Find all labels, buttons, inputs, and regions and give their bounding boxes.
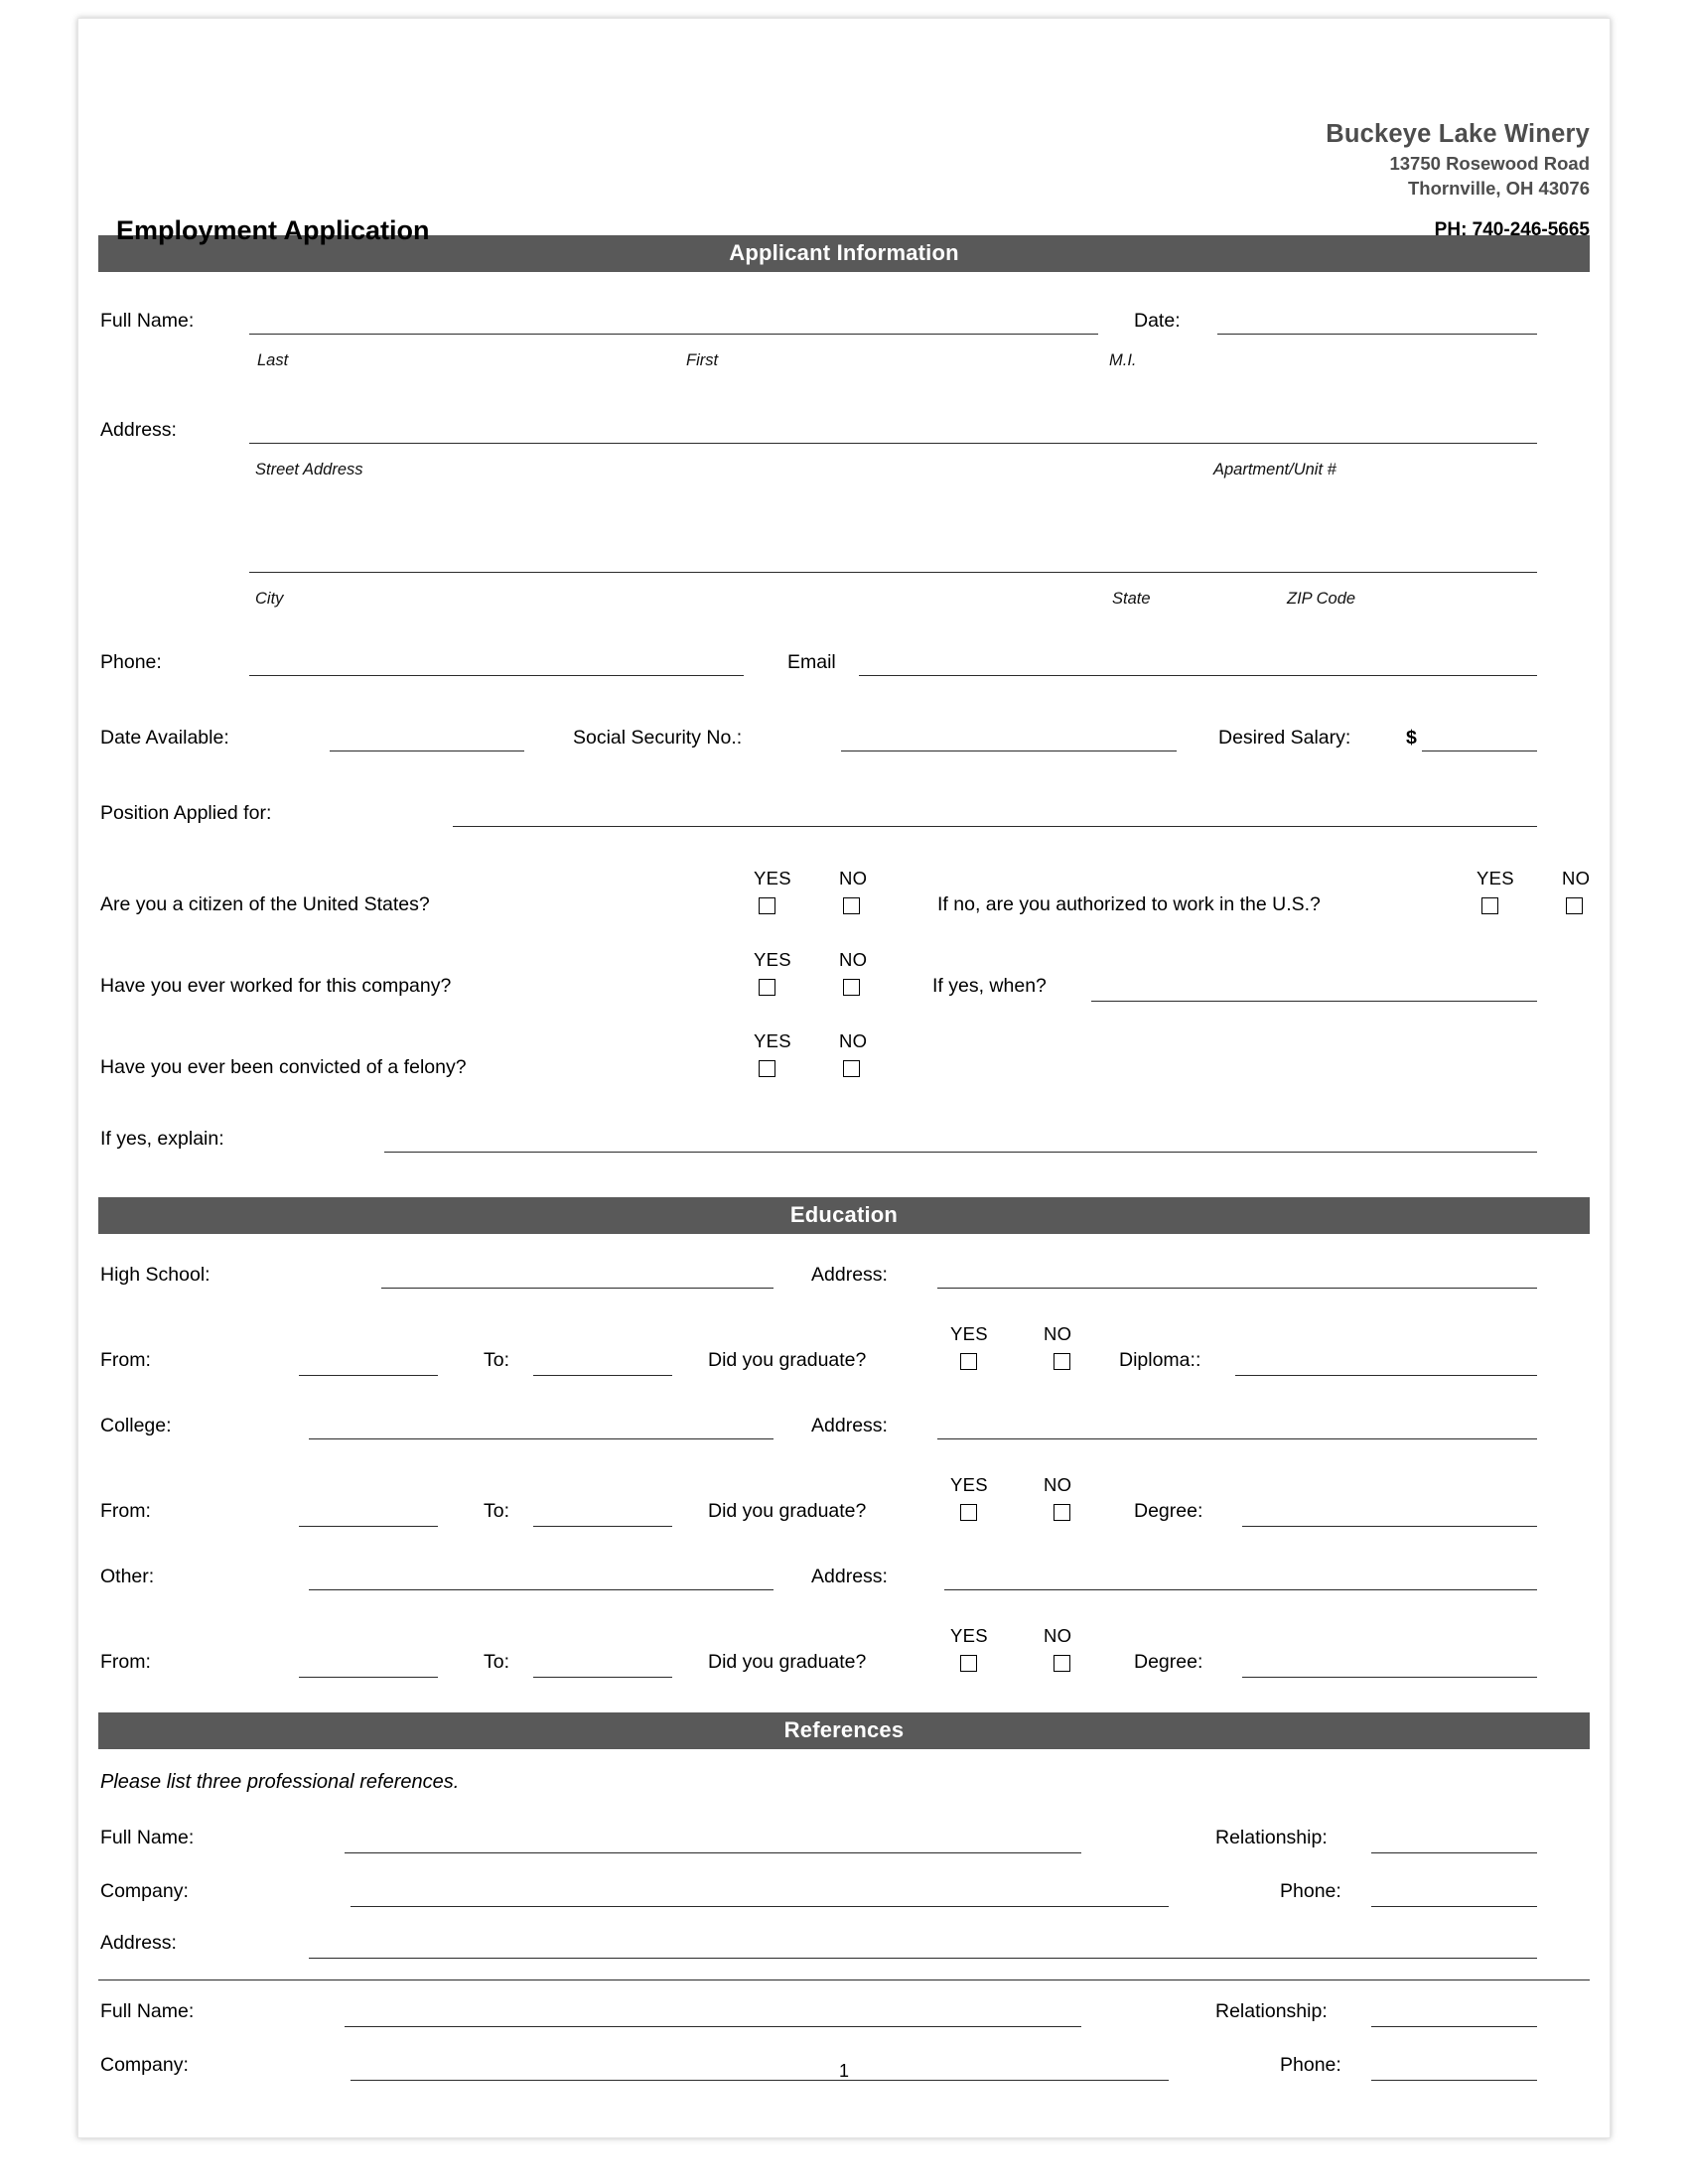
address-label: Address:	[100, 419, 177, 441]
references-note-row	[98, 1771, 1590, 1811]
zip-sublabel: ZIP Code	[1287, 590, 1356, 608]
phone-email-row	[98, 647, 1590, 695]
college-graduate-label: Did you graduate?	[708, 1500, 867, 1522]
high-school-input[interactable]	[381, 1288, 774, 1289]
references-note: Please list three professional references.	[100, 1771, 460, 1793]
college-input[interactable]	[309, 1438, 774, 1439]
other-education-dates-row	[98, 1625, 1590, 1697]
reference-2-phone-label: Phone:	[1280, 2054, 1341, 2076]
company-address-line-2: Thornville, OH 43076	[1407, 177, 1590, 199]
high-school-no-label: NO	[1044, 1323, 1072, 1344]
reference-2-name-row	[98, 1998, 1590, 2040]
citizen-no-label: NO	[839, 868, 868, 888]
city-state-zip-sublabels	[98, 590, 1590, 615]
ssn-label: Social Security No.:	[573, 727, 743, 749]
college-address-label: Address:	[811, 1415, 888, 1436]
dollar-sign: $	[1406, 727, 1417, 749]
reference-divider	[98, 1979, 1590, 1980]
other-yes-label: YES	[950, 1625, 988, 1646]
worked-before-no-checkbox[interactable]	[843, 979, 860, 996]
felony-yes-label: YES	[754, 1030, 791, 1051]
apartment-sublabel: Apartment/Unit #	[1213, 461, 1336, 478]
felony-explain-label: If yes, explain:	[100, 1128, 224, 1150]
reference-1-address-label: Address:	[100, 1932, 177, 1954]
other-graduate-yes-checkbox[interactable]	[960, 1655, 977, 1672]
section-header-references: References	[98, 1712, 1590, 1749]
college-dates-row	[98, 1474, 1590, 1546]
college-degree-label: Degree:	[1134, 1500, 1203, 1522]
high-school-yes-label: YES	[950, 1323, 988, 1344]
street-address-input[interactable]	[249, 443, 1537, 444]
felony-question: Have you ever been convicted of a felony?	[100, 1056, 467, 1078]
reference-1-name-row	[98, 1825, 1590, 1866]
city-state-zip-input[interactable]	[249, 572, 1537, 573]
reference-1-full-name-input[interactable]	[345, 1852, 1081, 1853]
citizenship-question: Are you a citizen of the United States?	[100, 893, 430, 915]
reference-1-full-name-label: Full Name:	[100, 1827, 195, 1848]
felony-no-label: NO	[839, 1030, 868, 1051]
full-name-input[interactable]	[249, 334, 1098, 335]
other-education-row	[98, 1562, 1590, 1609]
full-name-sublabels	[98, 351, 1590, 377]
reference-2-company-label: Company:	[100, 2054, 189, 2076]
reference-2-full-name-label: Full Name:	[100, 2000, 195, 2022]
worked-before-yes-label: YES	[754, 949, 791, 970]
authorized-no-checkbox[interactable]	[1566, 897, 1583, 914]
reference-2-relationship-input[interactable]	[1371, 2026, 1537, 2027]
other-no-label: NO	[1044, 1625, 1072, 1646]
desired-salary-label: Desired Salary:	[1218, 727, 1351, 749]
date-available-label: Date Available:	[100, 727, 229, 749]
reference-1-address-input[interactable]	[309, 1958, 1537, 1959]
college-to-input[interactable]	[533, 1526, 672, 1527]
document-header	[98, 41, 1590, 245]
position-row	[98, 798, 1590, 846]
section-header-applicant-information: Applicant Information	[98, 235, 1590, 272]
street-address-sublabel: Street Address	[255, 461, 363, 478]
date-label: Date:	[1134, 310, 1181, 332]
phone-label: Phone:	[100, 651, 162, 673]
company-address-line-1: 13750 Rosewood Road	[1389, 152, 1590, 174]
other-education-input[interactable]	[309, 1589, 774, 1590]
company-info	[1326, 118, 1590, 201]
college-to-label: To:	[484, 1500, 510, 1522]
email-label: Email	[787, 651, 836, 673]
felony-no-checkbox[interactable]	[843, 1060, 860, 1077]
page-content	[98, 41, 1590, 2117]
high-school-graduate-no-checkbox[interactable]	[1054, 1353, 1070, 1370]
other-from-label: From:	[100, 1651, 151, 1673]
other-degree-label: Degree:	[1134, 1651, 1203, 1673]
other-graduate-label: Did you graduate?	[708, 1651, 867, 1673]
full-name-row	[98, 306, 1590, 351]
diploma-label: Diploma::	[1119, 1349, 1201, 1371]
citizen-yes-label: YES	[754, 868, 791, 888]
reference-1-company-input[interactable]	[351, 1906, 1169, 1907]
other-education-label: Other:	[100, 1566, 155, 1587]
position-applied-input[interactable]	[453, 826, 1537, 827]
authorized-no-label: NO	[1562, 868, 1591, 888]
reference-1-company-row	[98, 1878, 1590, 1920]
last-name-sublabel: Last	[257, 351, 289, 369]
high-school-from-label: From:	[100, 1349, 151, 1371]
city-sublabel: City	[255, 590, 284, 608]
high-school-to-label: To:	[484, 1349, 510, 1371]
worked-before-yes-checkbox[interactable]	[759, 979, 775, 996]
felony-explain-row	[98, 1124, 1590, 1171]
email-input[interactable]	[859, 675, 1537, 676]
if-yes-when-input[interactable]	[1091, 1001, 1537, 1002]
page-title: Employment Application	[116, 215, 430, 245]
high-school-to-input[interactable]	[533, 1375, 672, 1376]
high-school-address-label: Address:	[811, 1264, 888, 1286]
diploma-input[interactable]	[1235, 1375, 1537, 1376]
if-yes-when-label: If yes, when?	[932, 975, 1047, 997]
high-school-graduate-label: Did you graduate?	[708, 1349, 867, 1371]
felony-explain-input[interactable]	[384, 1152, 1537, 1153]
position-applied-label: Position Applied for:	[100, 802, 272, 824]
other-to-input[interactable]	[533, 1677, 672, 1678]
first-name-sublabel: First	[686, 351, 719, 369]
full-name-label: Full Name:	[100, 310, 195, 332]
authorized-yes-checkbox[interactable]	[1481, 897, 1498, 914]
authorization-question: If no, are you authorized to work in the U.S.?	[937, 893, 1321, 915]
company-phone: PH: 740-246-5665	[1434, 219, 1590, 240]
middle-initial-sublabel: M.I.	[1109, 351, 1137, 369]
other-graduate-no-checkbox[interactable]	[1054, 1655, 1070, 1672]
college-graduate-yes-checkbox[interactable]	[960, 1504, 977, 1521]
college-row	[98, 1411, 1590, 1458]
high-school-label: High School:	[100, 1264, 211, 1286]
reference-1-phone-input[interactable]	[1371, 1906, 1537, 1907]
high-school-row	[98, 1260, 1590, 1307]
citizen-no-checkbox[interactable]	[843, 897, 860, 914]
college-address-input[interactable]	[937, 1438, 1537, 1439]
citizen-yes-checkbox[interactable]	[759, 897, 775, 914]
address-sublabels	[98, 461, 1590, 486]
reference-1-address-row	[98, 1930, 1590, 1972]
felony-row	[98, 1030, 1590, 1102]
high-school-dates-row	[98, 1323, 1590, 1395]
section-header-education: Education	[98, 1197, 1590, 1234]
date-input[interactable]	[1217, 334, 1537, 335]
previous-employment-row	[98, 949, 1590, 1021]
company-name: Buckeye Lake Winery	[1326, 120, 1590, 148]
college-label: College:	[100, 1415, 172, 1436]
other-education-address-label: Address:	[811, 1566, 888, 1587]
state-sublabel: State	[1112, 590, 1151, 608]
reference-2-relationship-label: Relationship:	[1215, 2000, 1328, 2022]
reference-1-relationship-label: Relationship:	[1215, 1827, 1328, 1848]
authorized-yes-label: YES	[1477, 868, 1514, 888]
paper-sheet	[77, 18, 1611, 2138]
worked-before-no-label: NO	[839, 949, 868, 970]
college-no-label: NO	[1044, 1474, 1072, 1495]
college-from-input[interactable]	[299, 1526, 438, 1527]
college-degree-input[interactable]	[1242, 1526, 1537, 1527]
felony-yes-checkbox[interactable]	[759, 1060, 775, 1077]
other-from-input[interactable]	[299, 1677, 438, 1678]
reference-1-relationship-input[interactable]	[1371, 1852, 1537, 1853]
other-to-label: To:	[484, 1651, 510, 1673]
college-yes-label: YES	[950, 1474, 988, 1495]
reference-2-full-name-input[interactable]	[345, 2026, 1081, 2027]
address-row	[98, 415, 1590, 461]
page-number: 1	[838, 2061, 849, 2081]
high-school-from-input[interactable]	[299, 1375, 438, 1376]
other-education-address-input[interactable]	[944, 1589, 1537, 1590]
reference-1-company-label: Company:	[100, 1880, 189, 1902]
other-degree-input[interactable]	[1242, 1677, 1537, 1678]
high-school-address-input[interactable]	[937, 1288, 1537, 1289]
college-from-label: From:	[100, 1500, 151, 1522]
phone-input[interactable]	[249, 675, 744, 676]
citizenship-row	[98, 868, 1590, 939]
high-school-graduate-yes-checkbox[interactable]	[960, 1353, 977, 1370]
college-graduate-no-checkbox[interactable]	[1054, 1504, 1070, 1521]
previous-employment-question: Have you ever worked for this company?	[100, 975, 452, 997]
reference-1-phone-label: Phone:	[1280, 1880, 1341, 1902]
city-state-zip-row	[98, 544, 1590, 590]
availability-row	[98, 723, 1590, 770]
